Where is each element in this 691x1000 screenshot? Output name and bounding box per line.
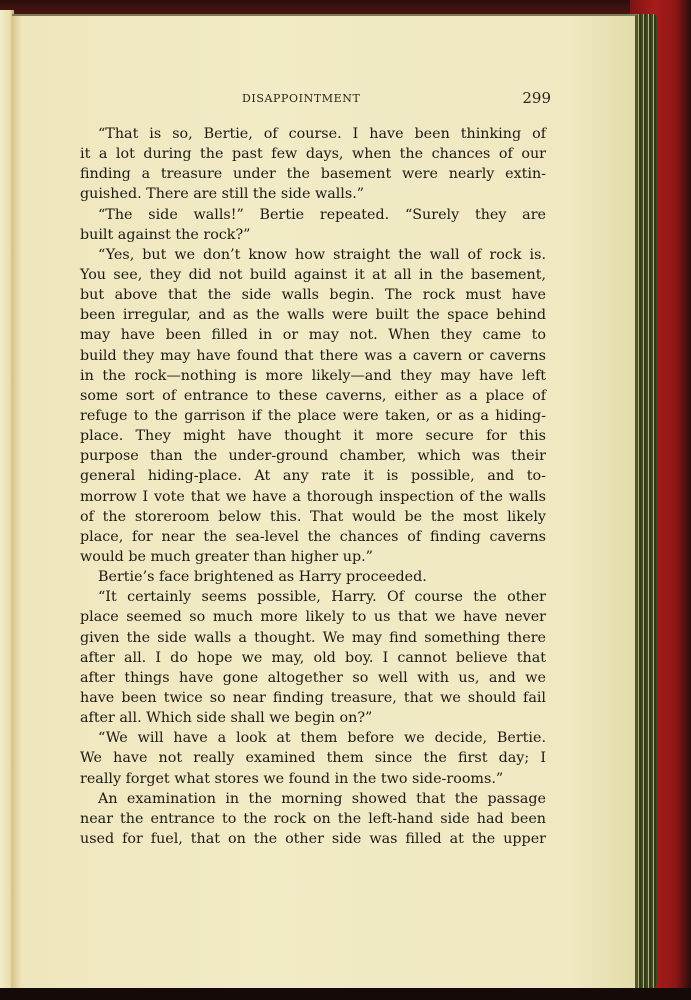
text-line: purpose than the under-ground chamber, which was their xyxy=(80,448,546,465)
text-line: morrow I vote that we have a thorough inspection of the walls xyxy=(80,488,546,505)
text-line: after all. Which side shall we begin on?” xyxy=(80,710,373,727)
text-line: after all. I do hope we may, old boy. I cannot believe that xyxy=(80,649,546,666)
text-line: but above that the side walls begin. The rock must have xyxy=(80,287,546,304)
text-line: place, for near the sea-level the chances of finding caverns xyxy=(80,528,546,545)
text-line: in the rock—nothing is more likely—and they may have left xyxy=(80,367,546,384)
text-line: finding a treasure under the basement were nearly extin- xyxy=(80,166,546,183)
book-cover-bottom xyxy=(0,988,691,1000)
text-line: “Yes, but we don’t know how straight the wall of rock is. xyxy=(98,246,546,263)
text-line: “That is so, Bertie, of course. I have been thinking of xyxy=(98,126,546,142)
text-line: “We will have a look at them before we decide, Bertie. xyxy=(98,730,546,747)
book-cover-top xyxy=(0,0,691,14)
text-line: You see, they did not build against it at all in the basement, xyxy=(80,266,546,283)
text-line: An examination in the morning showed that the passage xyxy=(98,790,546,807)
text-line: build they may have found that there was a cavern or caverns xyxy=(80,347,546,364)
text-line: place. They might have thought it more secure for this xyxy=(80,428,546,445)
text-line: “It certainly seems possible, Harry. Of course the other xyxy=(98,589,546,606)
text-line: may have been filled in or may not. When they came to xyxy=(80,327,546,344)
page-header xyxy=(80,89,551,109)
text-line: would be much greater than higher up.” xyxy=(80,548,373,565)
text-line: We have not really examined them since the first day; I xyxy=(80,750,546,767)
page-body-text xyxy=(80,124,546,849)
text-line: have been twice so near finding treasure, that we should fail xyxy=(80,689,546,706)
text-line: some sort of entrance to these caverns, either as a place of xyxy=(80,387,546,404)
text-line: it a lot during the past few days, when the chances of our xyxy=(80,146,546,163)
text-line: “The side walls!” Bertie repeated. “Surely they are xyxy=(98,206,546,223)
text-line: guished. There are still the side walls.” xyxy=(80,186,365,203)
page-edges xyxy=(636,14,658,988)
text-line: been irregular, and as the walls were built the space behind xyxy=(80,307,546,324)
text-line: near the entrance to the rock on the left-hand side had been xyxy=(80,810,546,827)
text-line: given the side walls a thought. We may find something there xyxy=(80,629,546,646)
text-line: of the storeroom below this. That would be the most likely xyxy=(80,508,546,525)
page-number: 299 xyxy=(522,89,551,107)
running-head: DISAPPOINTMENT xyxy=(242,92,361,105)
text-line: general hiding-place. At any rate it is possible, and to- xyxy=(80,468,546,485)
text-line: really forget what stores we found in the two side-rooms.” xyxy=(80,770,504,787)
text-line: place seemed so much more likely to us that we have never xyxy=(80,609,546,626)
text-line: refuge to the garrison if the place were taken, or as a hiding- xyxy=(80,407,546,424)
text-line: used for fuel, that on the other side was filled at the upper xyxy=(80,830,546,847)
text-line: Bertie’s face brightened as Harry proceeded. xyxy=(98,569,427,586)
text-line: after things have gone altogether so well with us, and we xyxy=(80,669,546,686)
text-line: built against the rock?” xyxy=(80,226,251,243)
